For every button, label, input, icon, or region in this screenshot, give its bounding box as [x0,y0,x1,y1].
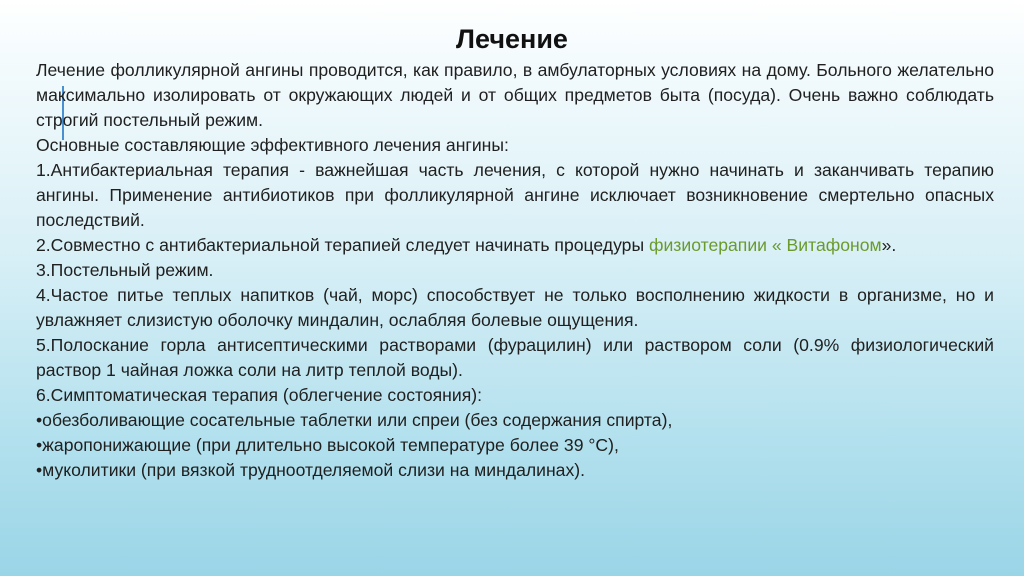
bullet-item: •жаропонижающие (при длительно высокой температуре более 39 °С), [36,435,619,455]
list-item-2 [36,233,994,258]
components-heading: Основные составляющие эффективного лечения ангины: [36,135,509,155]
list-item-2-text: 2.Совместно с антибактериальной терапией следует начинать процедуры [36,235,649,255]
intro-paragraph: Лечение фолликулярной ангины проводится, как правило, в амбулаторных условиях на дому. Больного желательно максимально изолировать от окружающих людей и от общих предметов быта (посуда). Очень важно соблюдать строгий постельный режим. [36,60,994,130]
bullet-item: •обезболивающие сосательные таблетки или спреи (без содержания спирта), [36,410,673,430]
slide-title: Лечение [456,24,568,54]
physiotherapy-link[interactable]: физиотерапии « Витафоном [649,235,882,255]
list-item-3: 3.Постельный режим. [36,260,214,280]
slide-body [36,58,994,483]
list-item-2-suffix: ». [881,235,897,255]
list-item-6: 6.Симптоматическая терапия (облегчение состояния): [36,385,483,405]
list-item-4: 4.Частое питье теплых напитков (чай, морс) способствует не только восполнению жидкости в организме, но и увлажняет слизистую оболочку миндалин, ослабляя болевые ощущения. [36,285,994,330]
list-item-5: 5.Полоскание горла антисептическими растворами (фурацилин) или раствором соли (0.9% физиологический раствор 1 чайная ложка соли на литр теплой воды). [36,335,994,380]
bullet-item: •муколитики (при вязкой трудноотделяемой слизи на миндалинах). [36,460,585,480]
list-item-1: 1.Антибактериальная терапия - важнейшая часть лечения, с которой нужно начинать и заканчивать терапию ангины. Применение антибиотиков при фолликулярной ангине исключает возникновение смертельно опасных последствий. [36,160,994,230]
